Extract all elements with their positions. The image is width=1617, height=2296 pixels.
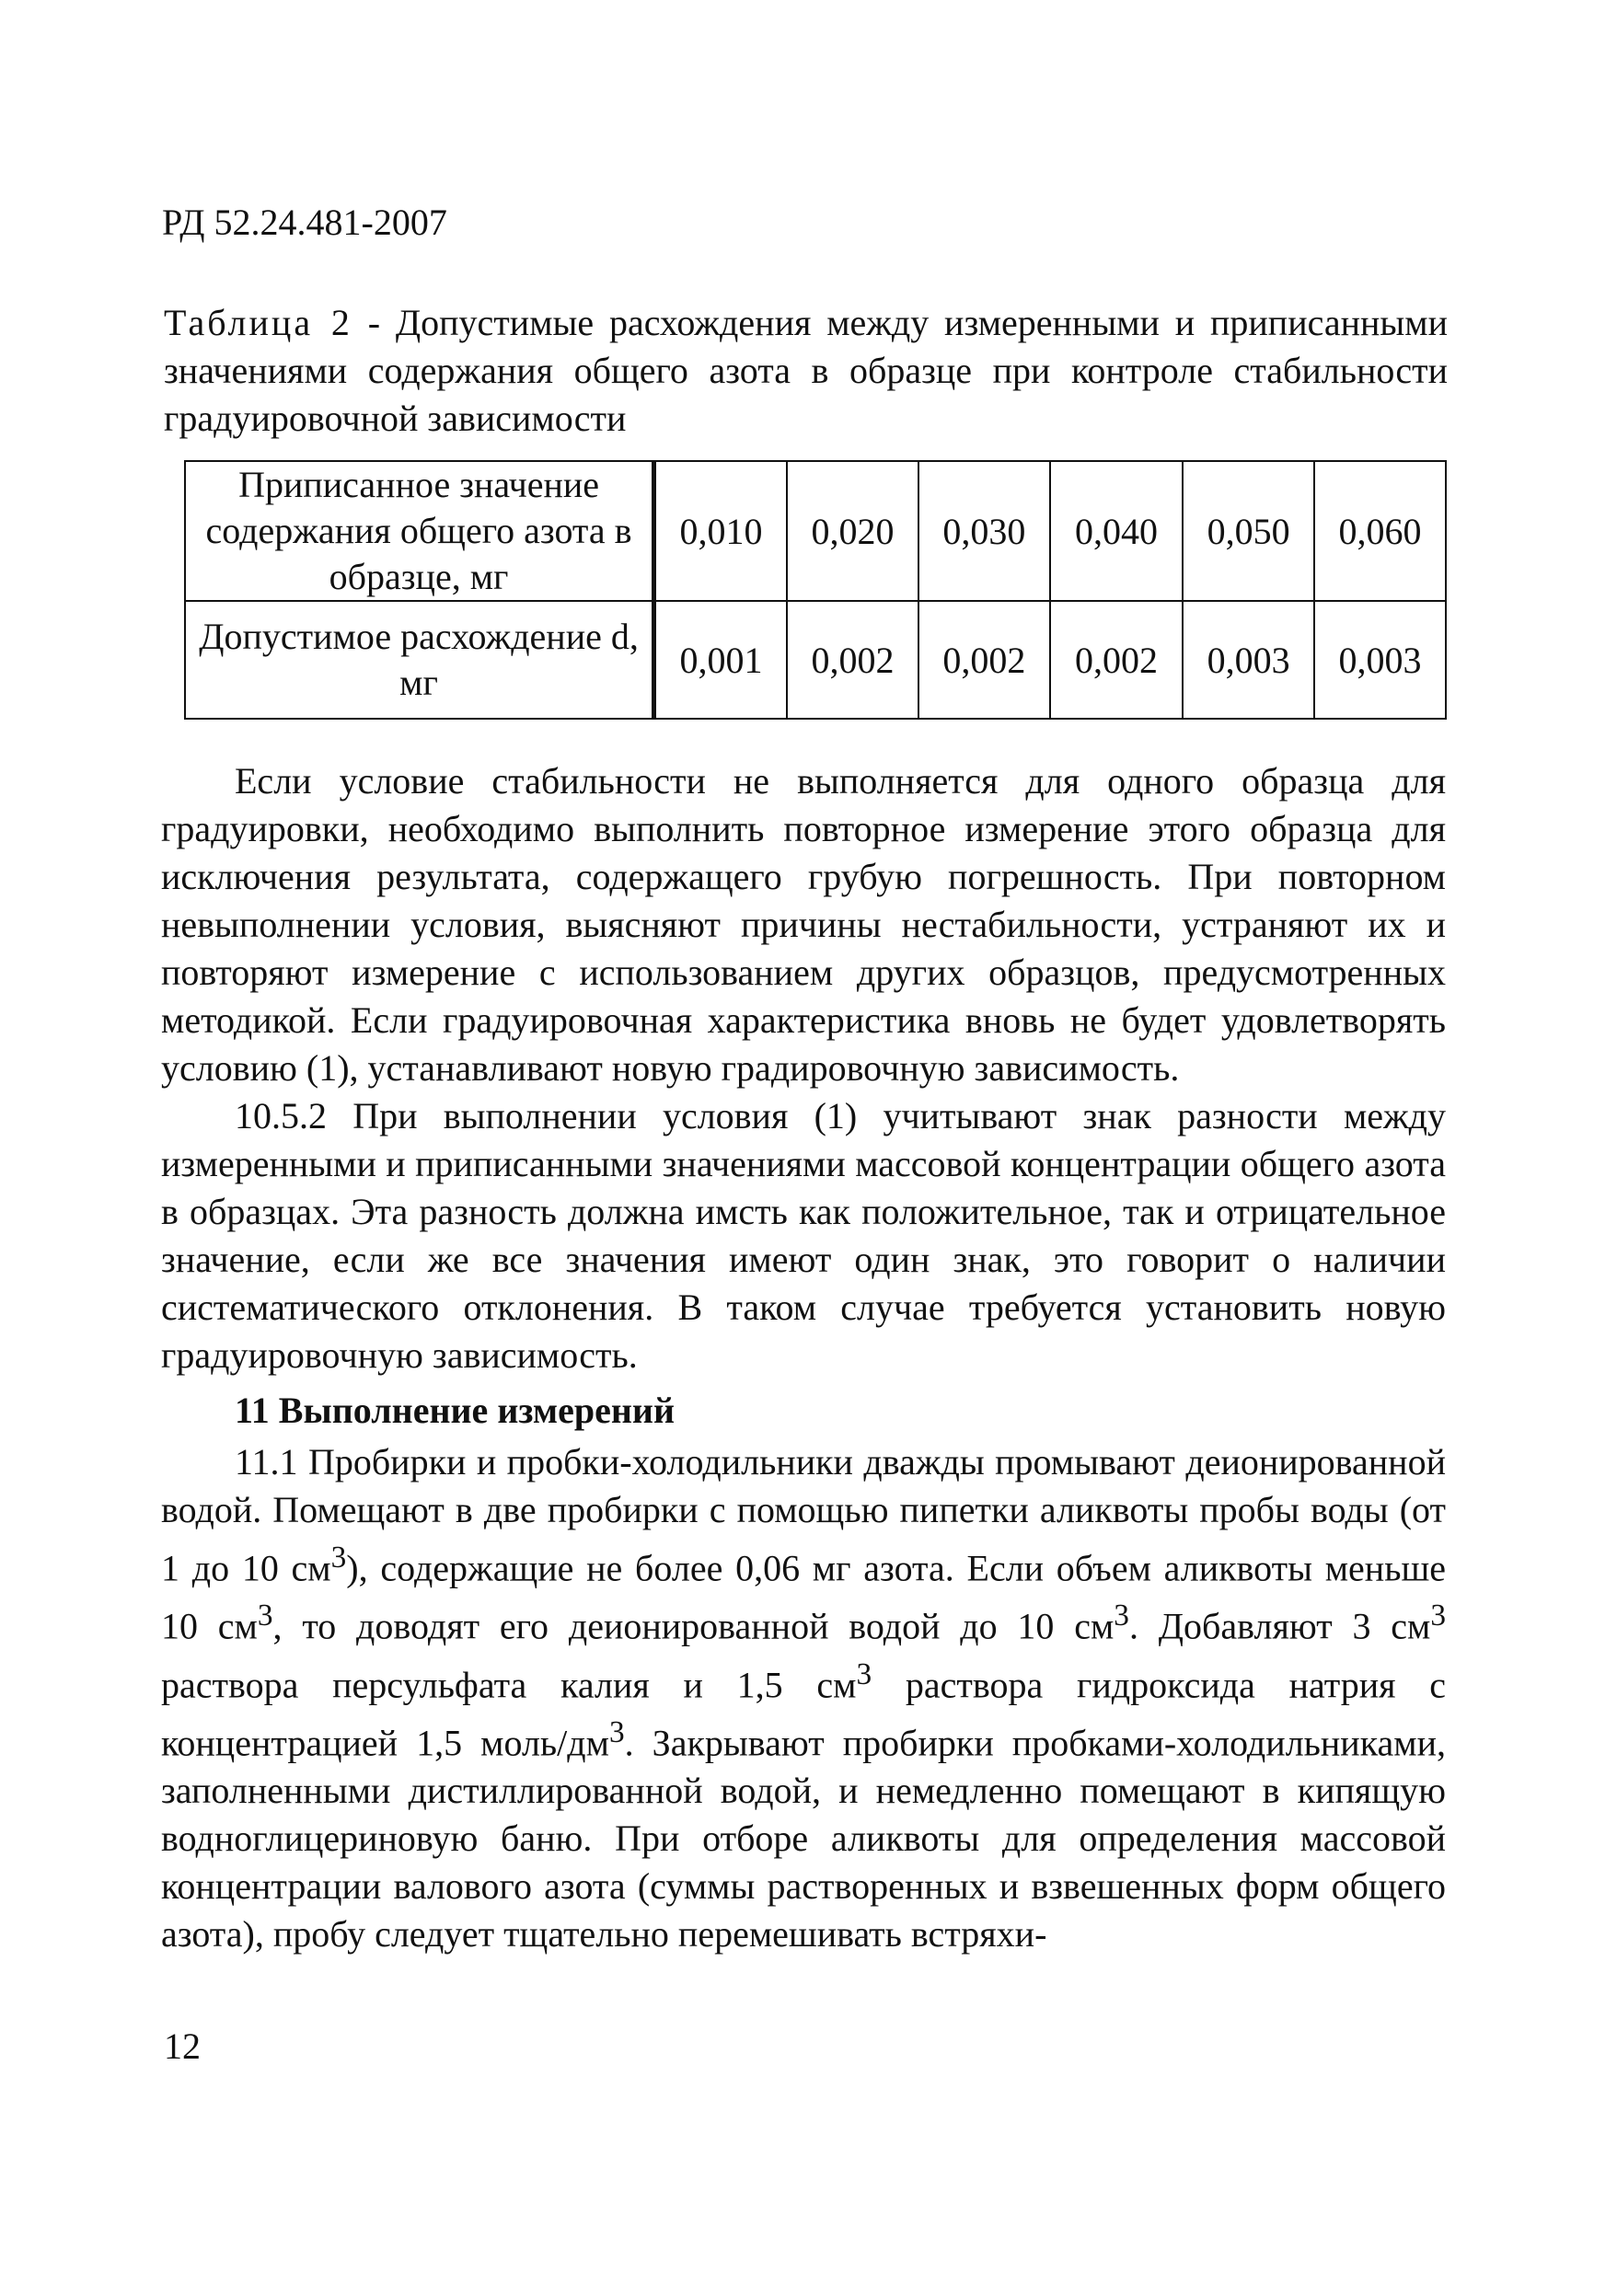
- section-heading-11: 11 Выполнение измерений: [235, 1390, 676, 1431]
- table-row-allowed-deviation: [185, 601, 1446, 719]
- table-cell: 0,003: [1314, 601, 1446, 719]
- row-label-allowed-deviation: Допустимое расхождение d, мг: [185, 601, 654, 719]
- table-cell: 0,002: [1050, 601, 1183, 719]
- table-row-assigned-value: [185, 461, 1446, 601]
- table-cell: 0,002: [787, 601, 918, 719]
- table-caption-lead: Таблица 2: [164, 302, 352, 343]
- paragraph-11-1: 11.1 Пробирки и пробки-холодильники дважды промывают деионированной водой. Помещают в две пробирки с помощью пипетки аликвоты пробы воды (от 1 до 10 $см^3$), содержащие не более 0,06 мг азота. Если объем аликвоты меньше 10 $см^3$, то доводят его деионированной водой до 10 $см^3$. Добавляют 3 $см^3$ раствора персульфата калия и 1,5 $см^3$ раствора гидроксида натрия с концентрацией 1,5 моль/$дм^3$. Закрывают пробирки пробками-холодильниками, заполненными дистиллированной водой, и немедленно помещают в кипящую водноглицериновую баню. При отборе аликвоты для определения массовой концентрации валового азота (суммы растворенных и взвешенных форм общего азота), пробу следует тщательно перемешивать встряхи-: [161, 1441, 1447, 1956]
- paragraph-stability-failure: Если условие стабильности не выполняется для одного образца для градуировки, необходимо выполнить повторное измерение этого образца для исключения результата, содержащего грубую погрешность. При повторном невыполнении условия, выясняют причины нестабильности, устраняют их и повторяют измерение с использованием других образцов, предусмотренных методикой. Если градуировочная характеристика вновь не будет удовлетворять условию (1), устанавливают новую градировочную зависимость.: [161, 760, 1446, 1089]
- page-number: 12: [164, 2025, 201, 2067]
- table-cell: 0,040: [1050, 461, 1183, 601]
- table-cell: 0,020: [787, 461, 918, 601]
- table-cell: 0,001: [654, 601, 787, 719]
- body-text: [161, 757, 1446, 1958]
- table-cell: 0,060: [1314, 461, 1446, 601]
- document-code-header: РД 52.24.481-2007: [162, 202, 447, 243]
- tolerance-table: [184, 460, 1447, 720]
- table-caption-text: - Допустимые расхождения между измеренными и приписанными значениями содержания общего азота в образце при контроле стабильности градуировочной зависимости: [164, 302, 1448, 439]
- paragraph-10-5-2: 10.5.2 При выполнении условия (1) учитывают знак разности между измеренными и приписанными значениями массовой концентрации общего азота в образцах. Эта разность должна имсть как положительное, так и отрицательное значение, если же все значения имеют один знак, это говорит о наличии систематического отклонения. В таком случае требуется установить новую градуировочную зависимость.: [161, 1095, 1446, 1376]
- table-cell: 0,050: [1183, 461, 1314, 601]
- table-cell: 0,003: [1183, 601, 1314, 719]
- table-caption: [164, 299, 1448, 443]
- table-cell: 0,002: [918, 601, 1050, 719]
- table-cell: 0,010: [654, 461, 787, 601]
- table-cell: 0,030: [918, 461, 1050, 601]
- row-label-assigned-value: Приписанное значение содержания общего азота в образце, мг: [185, 461, 654, 601]
